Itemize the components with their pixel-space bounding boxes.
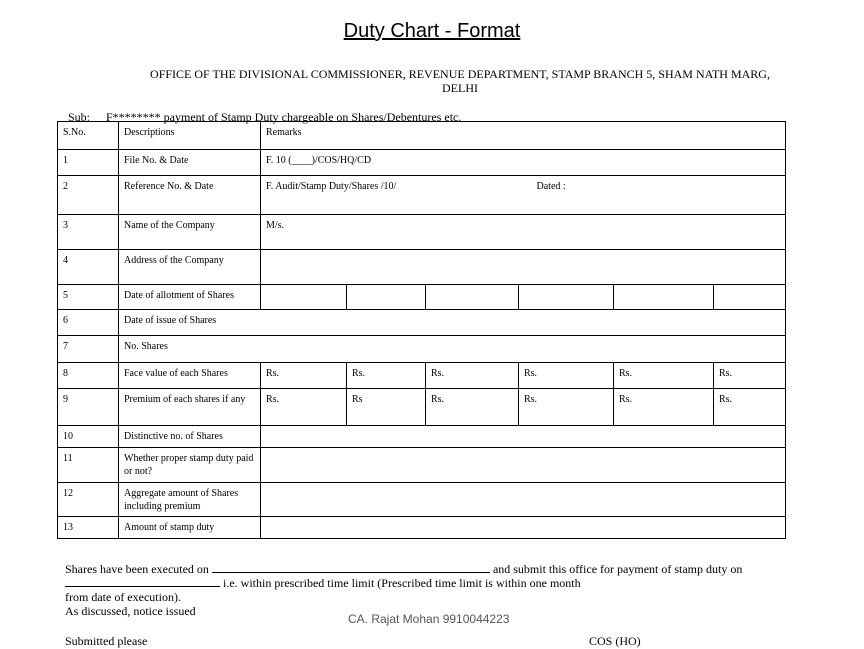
row-description: Face value of each Shares (119, 363, 261, 389)
time-limit-text: i.e. within prescribed time limit (Prescribed time limit is within one month (223, 576, 581, 590)
row-description: Name of the Company (119, 215, 261, 250)
execution-date-blank (212, 562, 490, 573)
table-row (58, 176, 786, 215)
row-remark (261, 448, 786, 483)
table-row (58, 483, 786, 517)
subject-text: F******** payment of Stamp Duty chargeable on Shares/Debentures etc. (106, 110, 462, 124)
row-number: 12 (58, 483, 119, 517)
table-row (58, 336, 786, 363)
row-number: 3 (58, 215, 119, 250)
row-description: Address of the Company (119, 250, 261, 285)
value-cell: Rs. (614, 363, 714, 389)
submit-text: and submit this office for payment of stamp duty on (492, 562, 743, 576)
row-remark: F. 10 (____)/COS/HQ/CD (261, 150, 786, 176)
value-cell: Rs. (519, 389, 614, 426)
value-cell: Rs. (261, 389, 347, 426)
table-row (58, 285, 786, 310)
office-heading: OFFICE OF THE DIVISIONAL COMMISSIONER, REVENUE DEPARTMENT, STAMP BRANCH 5, SHAM NATH MARG, DELHI (150, 67, 770, 95)
row-description: Date of issue of Shares (119, 310, 261, 336)
row-number: 11 (58, 448, 119, 483)
executed-on-text: Shares have been executed on (65, 562, 209, 576)
value-cell: Rs. (261, 363, 347, 389)
row-number: 8 (58, 363, 119, 389)
row-number: 4 (58, 250, 119, 285)
row-description: Whether proper stamp duty paid or not? (119, 448, 261, 483)
header-descriptions: Descriptions (119, 122, 261, 150)
table-row (58, 363, 786, 389)
value-cell: Rs. (714, 389, 786, 426)
table-header-row (58, 122, 786, 150)
row-number: 9 (58, 389, 119, 426)
row-description: Amount of stamp duty (119, 517, 261, 539)
header-sno: S.No. (58, 122, 119, 150)
value-cell: Rs. (714, 363, 786, 389)
row-remark (261, 483, 786, 517)
row-description: File No. & Date (119, 150, 261, 176)
submitted-please: Submitted please (65, 634, 148, 648)
row-number: 7 (58, 336, 119, 363)
table-row (58, 310, 786, 336)
row-description: Date of allotment of Shares (119, 285, 261, 310)
row-remark (261, 336, 786, 363)
cos-signoff: COS (HO) (589, 634, 641, 648)
value-cell: Rs (347, 389, 426, 426)
value-cell: Rs. (519, 363, 614, 389)
row-description: Premium of each shares if any (119, 389, 261, 426)
footer-line-3: from date of execution). (65, 590, 181, 604)
row-description: Aggregate amount of Shares including premium (119, 483, 261, 517)
table-row (58, 426, 786, 448)
page-title: Duty Chart - Format (343, 20, 521, 42)
row-number: 6 (58, 310, 119, 336)
row-remark (261, 517, 786, 539)
payment-date-blank (65, 576, 220, 587)
table-row (58, 448, 786, 483)
footer-line-2 (65, 576, 581, 591)
row-remark (261, 250, 786, 285)
row-number: 10 (58, 426, 119, 448)
header-remarks: Remarks (261, 122, 786, 150)
value-cell: Rs. (614, 389, 714, 426)
row-number: 2 (58, 176, 119, 215)
signature-watermark: CA. Rajat Mohan 9910044223 (348, 612, 510, 626)
row-number: 5 (58, 285, 119, 310)
row-remark (261, 310, 786, 336)
dated-label: Dated : (536, 181, 566, 192)
duty-chart-table (57, 121, 786, 539)
row-description: Reference No. & Date (119, 176, 261, 215)
table-row (58, 517, 786, 539)
subject-label: Sub: (68, 110, 91, 124)
row-number: 13 (58, 517, 119, 539)
row-remark (261, 176, 786, 215)
table-row (58, 215, 786, 250)
table-row (58, 250, 786, 285)
row-remark: M/s. (261, 215, 786, 250)
row-description: Distinctive no. of Shares (119, 426, 261, 448)
value-cell: Rs. (347, 363, 426, 389)
table-row (58, 389, 786, 426)
reference-number: F. Audit/Stamp Duty/Shares /10/ (266, 181, 397, 192)
value-cell: Rs. (426, 389, 519, 426)
value-cell: Rs. (426, 363, 519, 389)
footer-line-4: As discussed, notice issued (65, 604, 196, 618)
row-description: No. Shares (119, 336, 261, 363)
table-row (58, 150, 786, 176)
row-number: 1 (58, 150, 119, 176)
footer-line-1 (65, 562, 742, 577)
row-remark (261, 426, 786, 448)
